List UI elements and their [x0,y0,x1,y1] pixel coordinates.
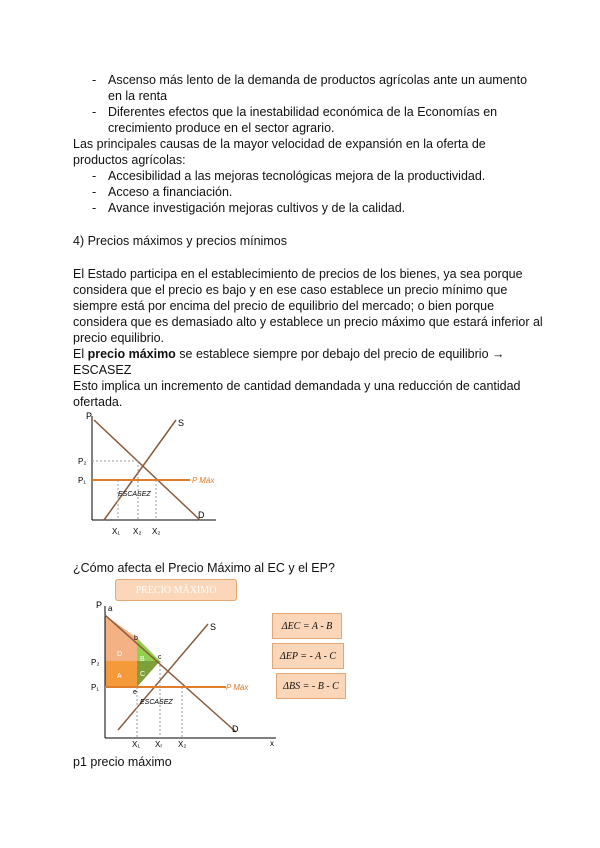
paragraph-line: considera que el precio es bajo y en ese caso establece un precio mínimo que [73,283,508,297]
precio-maximo-banner: PRECIO MÁXIMO [115,579,237,601]
paragraph-line: Esto implica un incremento de cantidad demandada y una reducción de cantidad [73,379,521,393]
formula-ec: ΔEC = A - B [272,613,342,639]
area-c-label: C [140,671,146,678]
bullet-dash: - [92,201,97,215]
max-price-sentence: El precio máximo se establece siempre por debajo del precio de equilibrio → [73,347,505,361]
section-heading: 4) Precios máximos y precios mínimos [73,234,287,248]
x-axis-label: x [270,739,274,748]
paragraph-line: ESCASEZ [73,363,132,377]
area-a-label: A [117,673,122,680]
paragraph-line: productos agrícolas: [73,153,186,167]
bullet-text: Diferentes efectos que la inestabilidad económica de la Economías en [108,105,498,119]
demand-label: D [198,510,205,520]
bullet-text: Acceso a financiación. [108,185,233,199]
demand-curve [94,420,200,520]
paragraph-line: considera que es demasiado alto y establece un precio máximo que estará inferior al [73,315,543,329]
bullet-text: en la renta [108,89,168,103]
bullet-text: Accesibilidad a las mejoras tecnológicas mejora de la productividad. [108,169,486,183]
paragraph-line: Las principales causas de la mayor velocidad de expansión en la oferta de [73,137,486,151]
paragraph-line: precio equilibrio. [73,331,165,345]
pmax-label: P Máx [192,476,215,485]
area-d-label: D [117,651,123,658]
p-max-tick: P₁ [91,683,100,692]
supply-curve [104,420,176,520]
bullet-text: Ascenso más lento de la demanda de productos agrícolas ante un aumento [108,73,528,87]
question-text: ¿Cómo afecta el Precio Máximo al EC y el EP? [73,561,335,575]
shortage-label: ESCASEZ [140,699,173,706]
bullet-dash: - [92,185,97,199]
point-a-label: a [108,604,113,613]
max-price-diagram-2 [88,598,288,750]
x-tick: X₁ [112,527,121,536]
bullet-text: crecimiento produce en el sector agrario. [108,121,335,135]
shortage-label: ESCASEZ [118,491,151,498]
p-equilibrium-tick: P₂ [91,658,100,667]
bullet-dash: - [92,73,97,87]
x-tick: X₂ [178,740,187,749]
p-max-tick: P₁ [78,476,87,485]
supply-label: S [210,622,217,632]
formula-bs: ΔBS = - B - C [276,673,346,699]
axis-p-label: P [86,411,93,421]
bullet-text: Avance investigación mejoras cultivos y de la calidad. [108,201,406,215]
pmax-label: P Máx [226,683,249,692]
point-b-label: b [134,635,138,642]
paragraph-line: siempre está por encima del precio de equilibrio del mercado; o bien porque [73,299,495,313]
point-c-label: c [158,654,162,661]
bullet-dash: - [92,105,97,119]
point-e-label: e [133,689,137,696]
paragraph-line: ofertada. [73,395,123,409]
x-tick: X₂ [152,527,161,536]
p-equilibrium-tick: P₂ [78,457,87,466]
formula-ep: ΔEP = - A - C [272,643,344,669]
footer-text: p1 precio máximo [73,755,172,769]
max-price-diagram-1 [78,408,228,540]
paragraph-line: El Estado participa en el establecimiento de precios de los bienes, ya sea porque [73,267,523,281]
max-price-bold: precio máximo [87,347,176,361]
axis-p-label: P [96,600,103,610]
supply-label: S [178,418,185,428]
bullet-dash: - [92,169,97,183]
x-tick: X₂ [133,527,142,536]
area-b-label: B [140,656,145,663]
x-tick: Xᵣ [155,740,163,749]
x-tick: X₁ [132,740,141,749]
demand-label: D [232,724,239,734]
